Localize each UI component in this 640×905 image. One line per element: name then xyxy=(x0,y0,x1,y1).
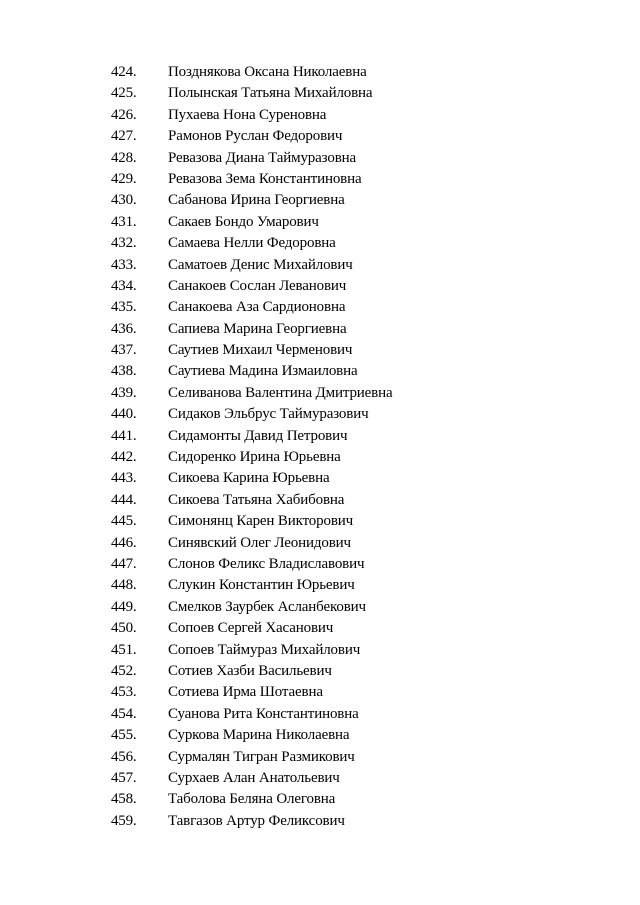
entry-full-name: Сотиева Ирма Шотаевна xyxy=(168,684,323,701)
list-item xyxy=(0,404,640,425)
list-item xyxy=(0,340,640,361)
entry-number: 449. xyxy=(111,598,137,615)
list-item xyxy=(0,62,640,83)
list-item xyxy=(0,768,640,789)
entry-full-name: Саутиев Михаил Черменович xyxy=(168,342,353,359)
entry-number: 452. xyxy=(111,662,137,679)
list-item xyxy=(0,190,640,211)
list-item xyxy=(0,212,640,233)
list-item xyxy=(0,490,640,511)
entry-full-name: Сопоев Таймураз Михайлович xyxy=(168,641,361,658)
entry-full-name: Сакаев Бондо Умарович xyxy=(168,213,319,230)
entry-number: 456. xyxy=(111,748,137,765)
entry-number: 447. xyxy=(111,555,137,572)
entry-full-name: Полынская Татьяна Михайловна xyxy=(168,85,373,102)
entry-number: 458. xyxy=(111,791,137,808)
entry-full-name: Сидамонты Давид Петрович xyxy=(168,427,348,444)
list-item xyxy=(0,533,640,554)
list-item xyxy=(0,447,640,468)
list-item xyxy=(0,105,640,126)
entry-full-name: Таболова Беляна Олеговна xyxy=(168,791,336,808)
list-item xyxy=(0,468,640,489)
entry-full-name: Саутиева Мадина Измаиловна xyxy=(168,363,358,380)
entry-number: 424. xyxy=(111,64,137,80)
list-item xyxy=(0,319,640,340)
entry-number: 426. xyxy=(111,106,137,123)
entry-number: 444. xyxy=(111,491,137,508)
entry-number: 437. xyxy=(111,342,137,359)
entry-full-name: Слукин Константин Юрьевич xyxy=(168,577,355,594)
entry-number: 448. xyxy=(111,577,137,594)
entry-full-name: Сапиева Марина Георгиевна xyxy=(168,320,347,337)
entry-full-name: Слонов Феликс Владиславович xyxy=(168,555,365,572)
entry-full-name: Ревазова Зема Константиновна xyxy=(168,170,362,187)
entry-full-name: Сидаков Эльбрус Таймуразович xyxy=(168,406,369,423)
entry-full-name: Позднякова Оксана Николаевна xyxy=(168,64,367,80)
entry-number: 440. xyxy=(111,406,137,423)
entry-number: 451. xyxy=(111,641,137,658)
entry-full-name: Самаева Нелли Федоровна xyxy=(168,235,336,252)
list-item xyxy=(0,597,640,618)
list-item xyxy=(0,747,640,768)
list-item xyxy=(0,640,640,661)
entry-number: 438. xyxy=(111,363,137,380)
list-item xyxy=(0,83,640,104)
entry-full-name: Сабанова Ирина Георгиевна xyxy=(168,192,345,209)
list-item xyxy=(0,383,640,404)
entry-number: 453. xyxy=(111,684,137,701)
list-item xyxy=(0,704,640,725)
list-item xyxy=(0,618,640,639)
entry-full-name: Синявский Олег Леонидович xyxy=(168,534,351,551)
list-item xyxy=(0,811,640,832)
list-item xyxy=(0,575,640,596)
entry-full-name: Смелков Заурбек Асланбекович xyxy=(168,598,366,615)
list-item xyxy=(0,554,640,575)
entry-full-name: Санакоева Аза Сардионовна xyxy=(168,299,346,316)
entry-full-name: Сикоева Карина Юрьевна xyxy=(168,470,330,487)
entry-number: 455. xyxy=(111,727,137,744)
entry-number: 446. xyxy=(111,534,137,551)
name-list xyxy=(0,62,640,832)
entry-full-name: Суанова Рита Константиновна xyxy=(168,705,359,722)
entry-number: 443. xyxy=(111,470,137,487)
entry-full-name: Сидоренко Ирина Юрьевна xyxy=(168,449,341,466)
entry-number: 429. xyxy=(111,170,137,187)
entry-number: 432. xyxy=(111,235,137,252)
entry-full-name: Саматоев Денис Михайлович xyxy=(168,256,353,273)
list-item xyxy=(0,682,640,703)
entry-full-name: Сикоева Татьяна Хабибовна xyxy=(168,491,345,508)
entry-full-name: Сурмалян Тигран Размикович xyxy=(168,748,355,765)
entry-number: 434. xyxy=(111,277,137,294)
entry-full-name: Рамонов Руслан Федорович xyxy=(168,128,343,145)
entry-full-name: Селиванова Валентина Дмитриевна xyxy=(168,384,393,401)
entry-full-name: Суркова Марина Николаевна xyxy=(168,727,350,744)
entry-full-name: Сотиев Хазби Васильевич xyxy=(168,662,332,679)
entry-full-name: Санакоев Сослан Леванович xyxy=(168,277,347,294)
entry-number: 428. xyxy=(111,149,137,166)
entry-full-name: Сопоев Сергей Хасанович xyxy=(168,620,334,637)
list-item xyxy=(0,255,640,276)
entry-number: 430. xyxy=(111,192,137,209)
list-item xyxy=(0,148,640,169)
entry-full-name: Сурхаев Алан Анатольевич xyxy=(168,769,340,786)
list-item xyxy=(0,725,640,746)
entry-number: 445. xyxy=(111,513,137,530)
list-item xyxy=(0,169,640,190)
entry-number: 431. xyxy=(111,213,137,230)
entry-number: 457. xyxy=(111,769,137,786)
list-item xyxy=(0,276,640,297)
list-item xyxy=(0,511,640,532)
entry-number: 450. xyxy=(111,620,137,637)
list-item xyxy=(0,361,640,382)
entry-number: 435. xyxy=(111,299,137,316)
entry-number: 433. xyxy=(111,256,137,273)
entry-number: 459. xyxy=(111,812,137,829)
entry-number: 425. xyxy=(111,85,137,102)
list-item xyxy=(0,426,640,447)
entry-number: 442. xyxy=(111,449,137,466)
list-item xyxy=(0,661,640,682)
entry-number: 439. xyxy=(111,384,137,401)
entry-number: 436. xyxy=(111,320,137,337)
list-item xyxy=(0,789,640,810)
entry-number: 441. xyxy=(111,427,137,444)
entry-full-name: Симонянц Карен Викторович xyxy=(168,513,354,530)
entry-number: 427. xyxy=(111,128,137,145)
list-item xyxy=(0,297,640,318)
list-item xyxy=(0,233,640,254)
entry-full-name: Пухаева Нона Суреновна xyxy=(168,106,327,123)
entry-full-name: Ревазова Диана Таймуразовна xyxy=(168,149,357,166)
list-item xyxy=(0,126,640,147)
entry-number: 454. xyxy=(111,705,137,722)
entry-full-name: Тавгазов Артур Феликсович xyxy=(168,812,345,829)
